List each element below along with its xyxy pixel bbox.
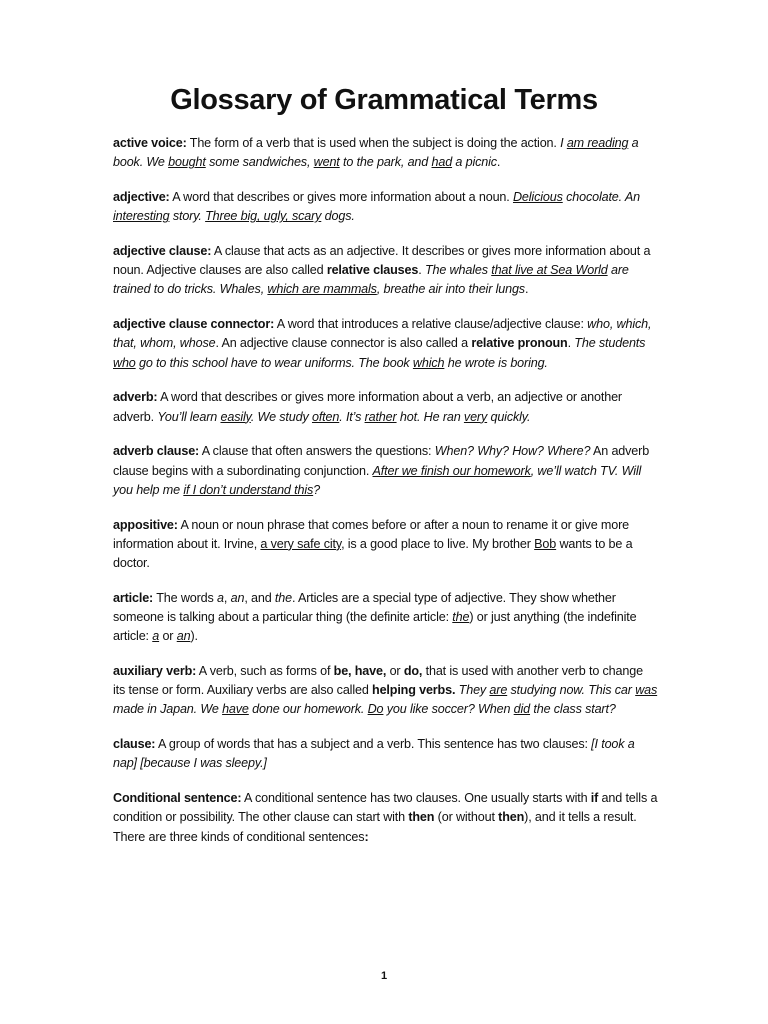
entry-text: dogs. [321, 209, 355, 224]
entry-text: often [311, 409, 340, 424]
entry-text: You’ll learn [157, 409, 221, 424]
entry-text: was [635, 683, 658, 698]
glossary-term: appositive: [113, 517, 178, 532]
entry-text: that is used with another verb to change its tense or form. Auxiliary verbs are also called [113, 664, 643, 698]
entry-text: helping verbs. [372, 683, 456, 698]
entry-text: . [567, 336, 575, 351]
entry-text: a [217, 590, 224, 605]
entry-text: wants to be a doctor. [113, 536, 633, 571]
entry-text: or [386, 664, 404, 679]
page-title: Glossary of Grammatical Terms [170, 84, 598, 116]
glossary-term: adverb clause: [113, 444, 200, 459]
entry-text: . We study [250, 409, 312, 424]
entry-text: bought [168, 155, 206, 170]
entry-text: A word that describes or gives more information about a noun. [169, 190, 513, 204]
glossary-list [113, 134, 658, 862]
entry-text: Three big, ugly, scary [205, 209, 322, 224]
entry-text: Do [367, 702, 384, 717]
entry-text: are trained to do tricks. Whales, [113, 263, 629, 297]
entry-text: interesting [113, 209, 170, 224]
entry-text: , we’ll watch TV. Will you help me [113, 463, 642, 497]
entry-text: chocolate. An [562, 190, 640, 204]
entry-text: a book. We [113, 136, 639, 170]
entry-text: A word that describes or gives more information about a verb, an adjective or another adverb. [113, 390, 622, 424]
entry-text: relative clauses [326, 263, 419, 278]
entry-text: a picnic [452, 155, 497, 170]
entry-text: did [513, 702, 531, 717]
entry-text: ), and it tells a result. There are three kinds of conditional sentences [113, 810, 637, 844]
entry-text: A conditional sentence has two clauses. One usually starts with [241, 791, 591, 806]
entry-text: studying now. This car [507, 683, 636, 698]
glossary-entry-adverb [113, 388, 658, 426]
entry-text: done our homework. [248, 702, 368, 717]
entry-text: The whales [424, 263, 492, 278]
glossary-term: Conditional sentence: [113, 791, 242, 806]
entry-text: which are mammals [267, 282, 377, 297]
entry-text: he wrote is boring. [444, 355, 548, 370]
entry-text: the [274, 590, 292, 605]
entry-text: , [223, 590, 231, 605]
entry-text: relative pronoun [471, 336, 568, 351]
entry-text: rather [364, 409, 397, 424]
entry-text: [I took a nap] [because I was sleepy.] [113, 737, 635, 771]
entry-text: ). [190, 629, 198, 644]
entry-text: had [431, 155, 453, 170]
glossary-entry-adjective-clause-connector [113, 315, 658, 373]
glossary-entry-conditional-sentence [113, 789, 658, 847]
entry-text: I [560, 136, 567, 150]
entry-text: then [498, 810, 525, 825]
glossary-term: adjective clause connector: [113, 317, 275, 332]
entry-text: . [418, 263, 425, 278]
entry-text: a very safe city [260, 536, 342, 551]
entry-text: very [463, 409, 488, 424]
entry-text: . [524, 282, 529, 297]
entry-text: They [458, 683, 490, 698]
entry-text: . An adjective clause connector is also called a [215, 336, 472, 351]
entry-text: an [176, 629, 191, 644]
entry-text: went [313, 155, 340, 170]
entry-text: hot. He ran [396, 409, 464, 424]
entry-text: . It’s [339, 409, 365, 424]
glossary-term: adjective: [113, 190, 170, 204]
entry-text: A word that introduces a relative clause/adjective clause: [274, 317, 588, 332]
entry-text: . Articles are a special type of adjective. They show whether someone is talking about a particular thing (the definite article: [113, 590, 616, 625]
entry-text: be, have, [333, 664, 387, 679]
entry-text: A verb, such as forms of [196, 664, 334, 679]
glossary-entry-auxiliary-verb [113, 662, 658, 720]
entry-text: the class start? [530, 702, 616, 717]
glossary-entry-adjective [113, 188, 658, 226]
entry-text: a [152, 629, 160, 644]
entry-text: (or without [434, 810, 499, 825]
entry-text: The form of a verb that is used when the subject is doing the action. [186, 136, 561, 150]
entry-text: After we finish our homework [372, 463, 531, 478]
entry-text: . [496, 155, 501, 170]
glossary-entry-adverb-clause [113, 442, 658, 500]
entry-text: When? Why? How? Where? [434, 444, 591, 459]
glossary-term: active voice: [113, 136, 187, 150]
entry-text: some sandwiches, [205, 155, 314, 170]
entry-text: The students [574, 336, 646, 351]
glossary-entry-clause [113, 735, 658, 773]
entry-text: , is a good place to live. My brother [341, 536, 535, 551]
entry-text: then [408, 810, 435, 825]
glossary-term: adjective clause: [113, 244, 212, 258]
entry-text: which [412, 355, 445, 370]
entry-text: made in Japan. We [113, 702, 223, 717]
glossary-entry-appositive [113, 516, 658, 574]
entry-text: who [113, 355, 136, 370]
glossary-term: clause: [113, 737, 156, 752]
entry-text: you like soccer? When [383, 702, 514, 717]
entry-text: have [222, 702, 249, 717]
entry-text: A clause that acts as an adjective. It describes or gives more information about a noun. Adjective clauses are also called [113, 244, 651, 278]
entry-text: or [159, 629, 177, 644]
entry-text: A noun or noun phrase that comes before or after a noun to rename it or give more information about it. Irvine, [113, 517, 629, 551]
glossary-entry-article [113, 589, 658, 647]
entry-text: ? [313, 482, 320, 497]
glossary-entry-active-voice [113, 134, 658, 172]
entry-text: : [364, 829, 369, 844]
entry-text: Delicious [512, 190, 563, 204]
entry-text: do, [403, 664, 423, 679]
entry-text: go to this school have to wear uniforms. The book [135, 355, 413, 370]
entry-text: An adverb clause begins with a subordinating conjunction. [113, 444, 650, 478]
entry-text: The words [153, 590, 218, 605]
entry-text: am reading [566, 136, 629, 150]
glossary-term: article: [113, 590, 154, 605]
entry-text: easily [220, 409, 251, 424]
entry-text: , breathe air into their lungs [376, 282, 525, 297]
entry-text: are [489, 683, 508, 698]
entry-text: who, which, that, whom, whose [113, 317, 652, 351]
entry-text: to the park, and [339, 155, 432, 170]
entry-text: ) or just anything (the indefinite article: [113, 610, 637, 644]
entry-text: an [230, 590, 245, 605]
glossary-term: auxiliary verb: [113, 664, 197, 679]
glossary-term: adverb: [113, 390, 158, 405]
entry-text: if I don’t understand this [183, 482, 314, 497]
entry-text: the [452, 610, 470, 625]
entry-text: if [590, 791, 599, 806]
entry-text: A group of words that has a subject and a verb. This sentence has two clauses: [155, 737, 592, 752]
entry-text: quickly. [487, 409, 531, 424]
entry-text: Bob [534, 536, 557, 551]
entry-text: , and [244, 590, 275, 605]
page-number: 1 [380, 970, 388, 982]
entry-text: that live at Sea World [491, 263, 608, 278]
glossary-entry-adjective-clause [113, 242, 658, 300]
entry-text: story. [169, 209, 206, 224]
entry-text: and tells a condition or possibility. The other clause can start with [113, 791, 658, 825]
entry-text: A clause that often answers the questions: [199, 444, 435, 459]
